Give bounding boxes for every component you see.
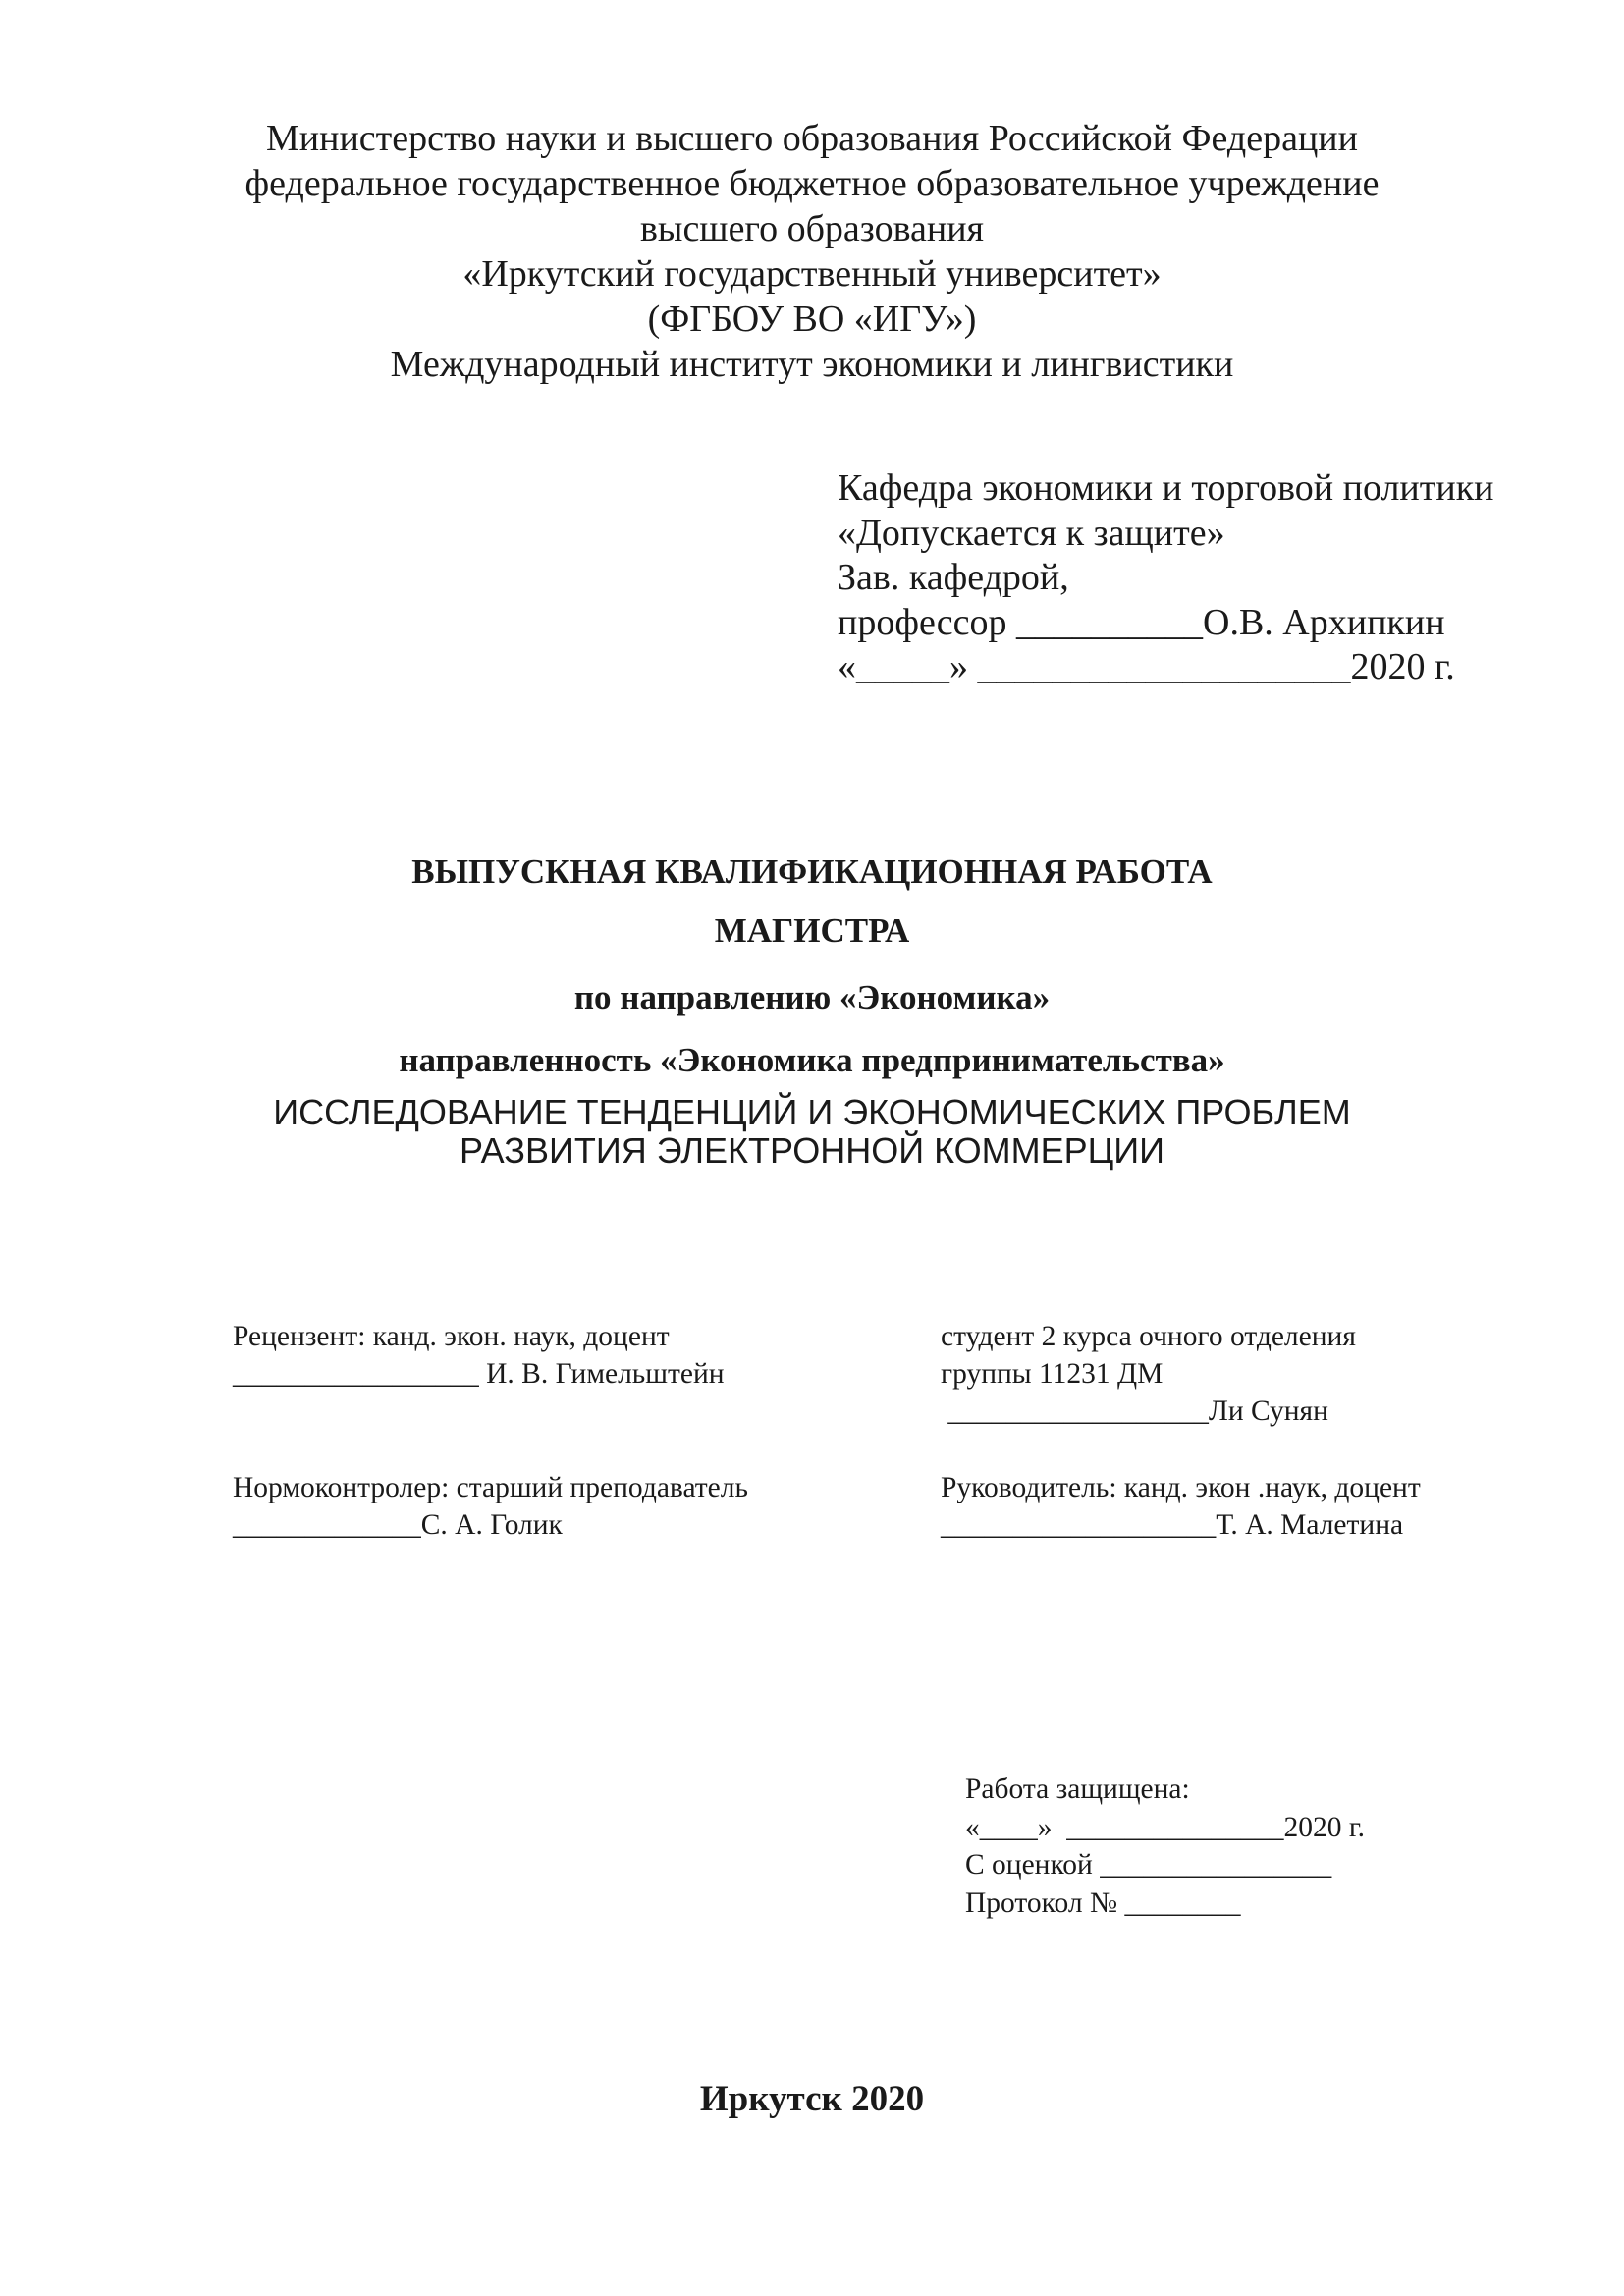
reviewer-signature-block [233,1318,725,1393]
approval-block [838,466,1494,690]
normcontroller-signature-line: _____________С. А. Голик [233,1509,563,1541]
professor-signature-line: профессор __________О.В. Архипкин [838,601,1445,643]
supervisor-role: Руководитель: канд. экон .наук, доцент [941,1472,1421,1503]
supervisor-signature-line: ___________________Т. А. Малетина [941,1509,1404,1541]
department-name: Кафедра экономики и торговой политики [838,467,1494,509]
city-year-footer [196,2078,1428,2120]
defense-label: Работа защищена: [965,1774,1190,1805]
normcontroller-role: Нормоконтролер: старший преподаватель [233,1472,748,1503]
head-of-department-label: Зав. кафедрой, [838,557,1069,598]
defense-protocol-line: Протокол № ________ [965,1886,1241,1919]
university-name-line: «Иркутский государственный университет» [462,253,1162,295]
student-signature-block [941,1318,1356,1430]
thesis-type-line: ВЫПУСКНАЯ КВАЛИФИКАЦИОННАЯ РАБОТА [411,852,1213,891]
study-profile-line: направленность «Экономика предпринимательства» [399,1041,1225,1079]
reviewer-signature-line: _________________ И. В. Гимельштейн [233,1358,725,1390]
university-abbr-line: (ФГБОУ ВО «ИГУ») [647,299,977,340]
defense-block [965,1771,1365,1922]
thesis-degree-line: МАГИСТРА [714,911,910,950]
student-signature-line: __________________Ли Сунян [941,1395,1328,1427]
defense-date-line: «____» _______________2020 г. [965,1811,1366,1843]
thesis-title-block [196,849,1428,1170]
ministry-line: Министерство науки и высшего образования Российской Федерации [266,118,1358,159]
education-level-line: высшего образования [639,208,985,249]
reviewer-role: Рецензент: канд. экон. наук, доцент [233,1321,670,1352]
student-group: группы 11231 ДМ [941,1358,1164,1390]
institution-header [196,116,1428,387]
student-role: студент 2 курса очного отделения [941,1321,1356,1352]
institution-type-line: федеральное государственное бюджетное образовательное учреждение [244,163,1380,204]
normcontroller-signature-block [233,1469,748,1544]
thesis-topic-line-1: ИССЛЕДОВАНИЕ ТЕНДЕНЦИЙ И ЭКОНОМИЧЕСКИХ ПРОБЛЕМ [273,1092,1351,1132]
approval-date-line: «_____» ____________________2020 г. [838,646,1455,687]
thesis-topic-line-2: РАЗВИТИЯ ЭЛЕКТРОННОЙ КОММЕРЦИИ [459,1130,1165,1171]
institute-line: Международный институт экономики и лингвистики [390,344,1234,385]
defense-grade-line: С оценкой ________________ [965,1849,1332,1881]
supervisor-signature-block [941,1469,1421,1544]
admitted-label: «Допускается к защите» [838,512,1225,554]
city-year: Иркутск 2020 [699,2079,925,2119]
study-direction-line: по направлению «Экономика» [573,978,1051,1016]
